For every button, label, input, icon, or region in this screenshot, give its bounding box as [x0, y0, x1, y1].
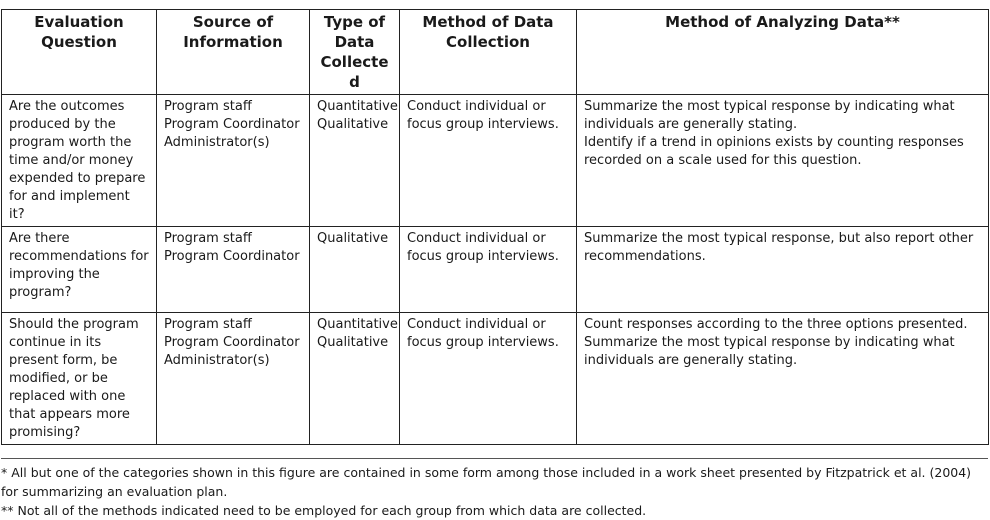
source-item: Program staff	[164, 317, 252, 332]
header-type-of-data: Type of Data Collected	[310, 10, 400, 95]
source-item: Program Coordinator	[164, 335, 300, 350]
cell-collection: Conduct individual or focus group interviews.	[400, 227, 577, 313]
cell-types	[310, 227, 400, 313]
cell-types	[310, 313, 400, 445]
cell-sources	[157, 95, 310, 227]
evaluation-plan-table	[1, 9, 989, 445]
footnotes	[1, 458, 988, 520]
type-item: Quantitative	[317, 99, 398, 114]
cell-question: Are the outcomes produced by the program worth the time and/or money expended to prepare for and implement it?	[2, 95, 157, 227]
type-item: Quantitative	[317, 317, 398, 332]
type-item: Qualitative	[317, 335, 389, 350]
source-item: Program Coordinator	[164, 117, 300, 132]
cell-collection: Conduct individual or focus group interviews.	[400, 313, 577, 445]
analysis-item: Summarize the most typical response by indicating what individuals are generally stating.	[584, 335, 955, 368]
cell-sources	[157, 227, 310, 313]
footnote-single-asterisk: * All but one of the categories shown in this figure are contained in some form among those included in a work sheet presented by Fitzpatrick et al. (2004) for summarizing an evaluation plan.	[1, 465, 972, 499]
analysis-item: Identify if a trend in opinions exists by counting responses recorded on a scale used for this question.	[584, 135, 964, 168]
source-item: Program Coordinator	[164, 249, 300, 264]
type-item: Qualitative	[317, 231, 389, 246]
analysis-item: Summarize the most typical response, but also report other recommendations.	[584, 231, 974, 264]
analysis-item: Count responses according to the three options presented.	[584, 317, 968, 332]
header-evaluation-question: Evaluation Question	[2, 10, 157, 95]
table-row	[2, 313, 989, 445]
type-item: Qualitative	[317, 117, 389, 132]
header-row	[2, 10, 989, 95]
cell-analysis	[577, 95, 989, 227]
table-row	[2, 95, 989, 227]
source-item: Administrator(s)	[164, 135, 270, 150]
source-item: Administrator(s)	[164, 353, 270, 368]
source-item: Program staff	[164, 99, 252, 114]
cell-sources	[157, 313, 310, 445]
cell-analysis	[577, 313, 989, 445]
cell-question: Should the program continue in its present form, be modified, or be replaced with one that appears more promising?	[2, 313, 157, 445]
analysis-item: Summarize the most typical response by indicating what individuals are generally stating.	[584, 99, 955, 132]
table-row	[2, 227, 989, 313]
header-method-of-collection: Method of Data Collection	[400, 10, 577, 95]
cell-collection: Conduct individual or focus group interviews.	[400, 95, 577, 227]
source-item: Program staff	[164, 231, 252, 246]
header-method-of-analysis: Method of Analyzing Data**	[577, 10, 989, 95]
cell-types	[310, 95, 400, 227]
header-source-of-information: Source of Information	[157, 10, 310, 95]
cell-question: Are there recommendations for improving the program?	[2, 227, 157, 313]
cell-analysis	[577, 227, 989, 313]
footnote-double-asterisk: ** Not all of the methods indicated need to be employed for each group from which data are collected.	[1, 503, 647, 518]
